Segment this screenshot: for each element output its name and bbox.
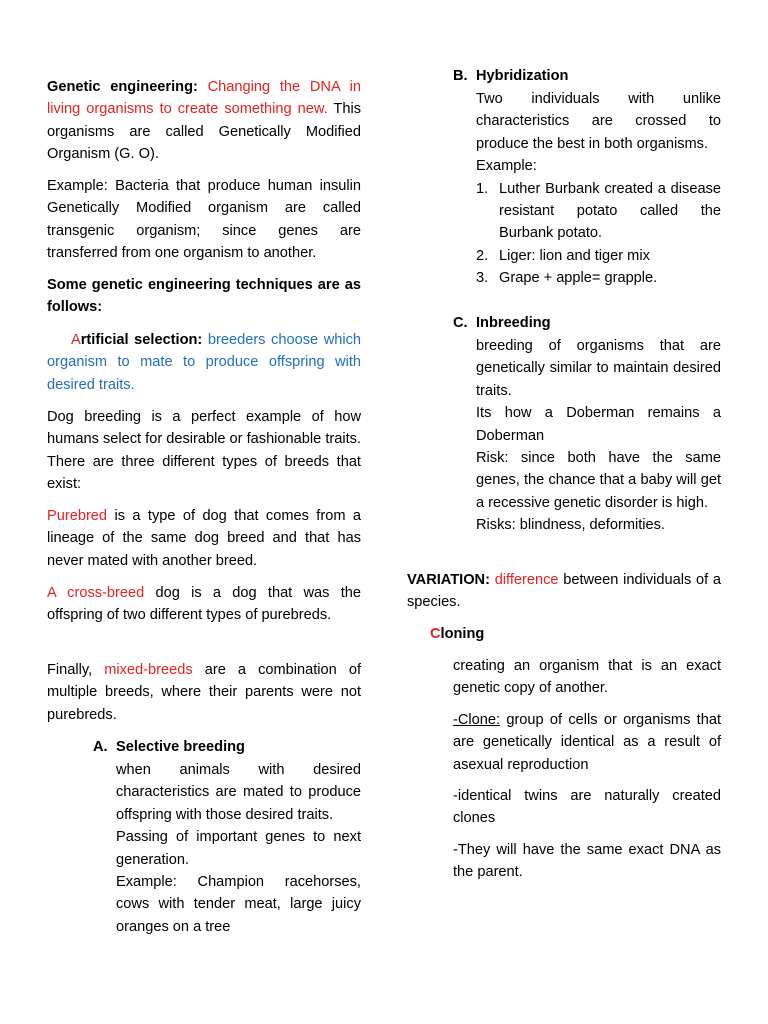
hybridization-example-list	[476, 178, 721, 290]
genetic-engineering-term: Genetic engineering:	[47, 79, 198, 95]
artificial-selection-paragraph	[47, 329, 361, 396]
mixed-breed-text: are a combination of multiple breeds, where their parents were not purebreds.	[47, 662, 361, 723]
same-dna-text: -They will have the same exact DNA as the parent.	[453, 841, 721, 881]
cloning-body	[453, 655, 721, 884]
selective-breeding-passing: Passing of important genes to next generation.	[116, 829, 361, 868]
selective-breeding-letter: A.	[93, 739, 108, 755]
selective-breeding-description: when animals with desired characteristics are mated to produce offspring with those desired traits.	[116, 762, 361, 823]
selective-breeding-example: Example: Champion racehorses, cows with tender meat, large juicy oranges on a tree	[116, 874, 361, 935]
mixed-breed-prefix: Finally,	[47, 662, 93, 678]
techniques-heading: Some genetic engineering techniques are as follows:	[47, 277, 361, 316]
genetic-engineering-paragraph	[47, 76, 361, 166]
mixed-breed-paragraph	[47, 659, 361, 726]
hybridization-title: Hybridization	[476, 68, 569, 84]
list-item: 2. Liger: lion and tiger mix	[476, 247, 650, 264]
example-paragraph: Example: Bacteria that produce human insulin Genetically Modified organism are called transgenic organism; since genes are transferred from one organism to another.	[47, 178, 361, 262]
clone-term: -Clone:	[453, 711, 501, 728]
cross-breed-term: A cross-breed	[47, 585, 145, 601]
variation-definition: difference	[494, 572, 559, 588]
cloning-title: loning	[440, 626, 485, 642]
purebred-paragraph	[47, 505, 361, 572]
cross-breed-paragraph	[47, 582, 361, 627]
inbreeding-body	[476, 335, 721, 537]
hybridization-body	[476, 88, 721, 290]
hybridization-description: Two individuals with unlike characteristics are crossed to produce the best in both organisms.	[476, 91, 721, 152]
cloning-heading	[430, 623, 484, 645]
purebred-term: Purebred	[47, 508, 108, 524]
inbreeding-heading	[453, 312, 551, 334]
selective-breeding-body	[116, 759, 361, 938]
artificial-selection-definition: breeders choose which organism to mate to produce offspring with desired traits.	[47, 332, 361, 393]
cloning-definition: creating an organism that is an exact genetic copy of another.	[453, 658, 721, 697]
dog-breeding-paragraph: Dog breeding is a perfect example of how humans select for desirable or fashionable traits. There are three different types of breeds that exist:	[47, 409, 361, 493]
hybridization-example-label: Example:	[476, 158, 537, 175]
variation-paragraph	[407, 569, 721, 614]
list-item: 3. Grape + apple= grapple.	[476, 270, 658, 287]
clone-paragraph	[453, 709, 721, 776]
mixed-breed-term: mixed-breeds	[104, 662, 193, 678]
genetic-engineering-definition: Changing the DNA in living organisms to create something new.	[47, 79, 362, 118]
inbreeding-letter: C.	[453, 315, 468, 331]
hybridization-letter: B.	[453, 68, 468, 84]
selective-breeding-title: Selective breeding	[116, 739, 245, 755]
gmo-text: This organisms are called Genetically Modified Organism (G. O).	[47, 101, 361, 163]
artificial-selection-term: rtificial selection:	[80, 332, 203, 348]
purebred-text: is a type of dog that comes from a lineage of the same dog breed and that has never mated with another breed.	[47, 508, 362, 569]
cross-breed-text: dog is a dog that was the offspring of two different types of purebreds.	[47, 585, 361, 624]
inbreeding-description: breeding of organisms that are genetically similar to maintain desired traits.	[476, 338, 721, 399]
inbreeding-risks: Risks: blindness, deformities.	[476, 517, 665, 534]
variation-text: between individuals of a species.	[407, 572, 721, 611]
inbreeding-doberman: Its how a Doberman remains a Doberman	[476, 405, 721, 444]
list-item: 1. Luther Burbank created a disease resistant potato called the Burbank potato.	[476, 180, 721, 242]
variation-term: VARIATION:	[407, 572, 490, 588]
identical-twins-text: -identical twins are naturally created clones	[453, 788, 721, 827]
hybridization-heading	[453, 65, 568, 87]
inbreeding-risk: Risk: since both have the same genes, the chance that a baby will get a recessive genetic disorder is high.	[476, 450, 721, 511]
inbreeding-title: Inbreeding	[476, 315, 551, 331]
cloning-first-letter: C	[430, 626, 441, 642]
artificial-first-letter: A	[71, 332, 81, 348]
clone-definition: group of cells or organisms that are genetically identical as a result of asexual reproduction	[453, 711, 721, 773]
selective-breeding-heading	[93, 736, 245, 758]
